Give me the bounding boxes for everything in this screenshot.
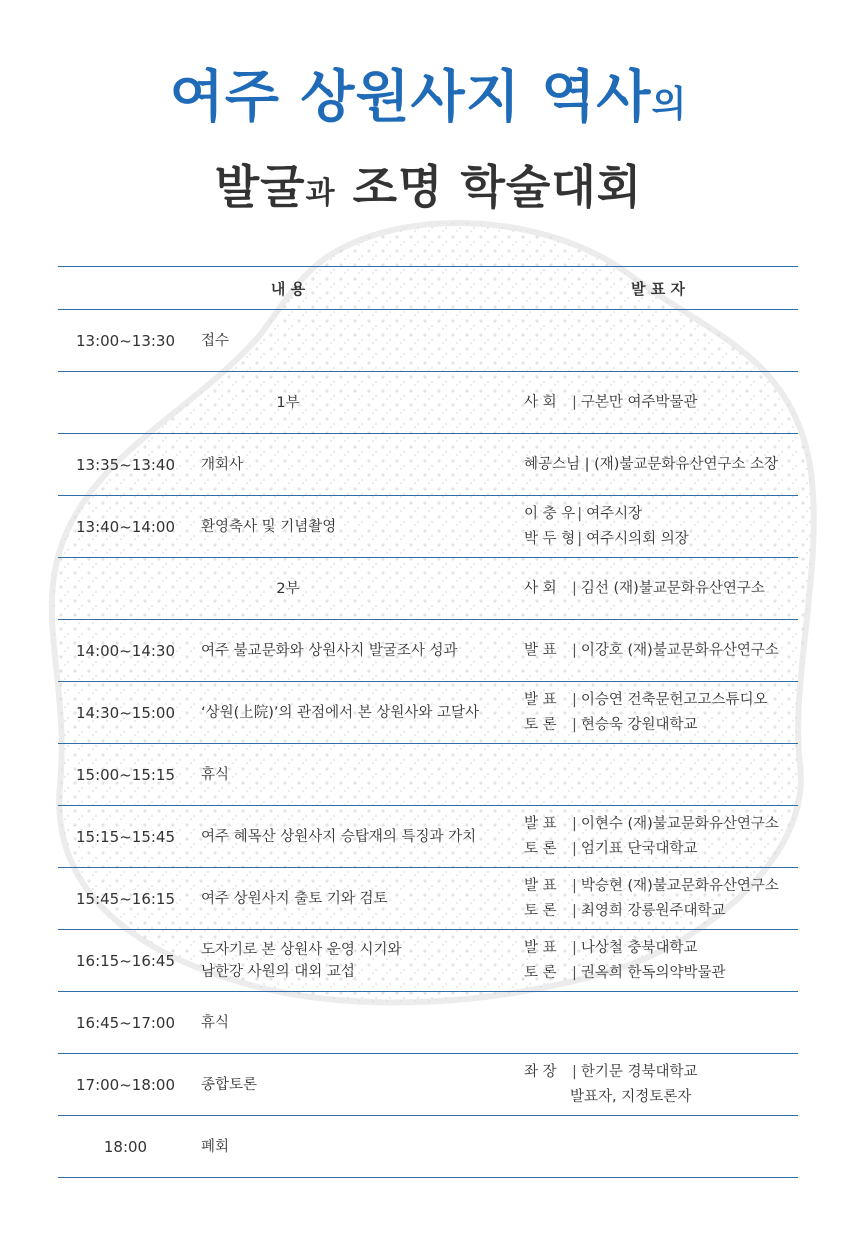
presenter-name: 현승욱 강원대학교	[580, 716, 698, 733]
presenter-name: 권옥희 한독의약박물관	[580, 964, 726, 981]
row-content: 휴식	[201, 766, 230, 783]
section-label: 1부	[276, 394, 300, 411]
presenter-line: 박 두 형 | 여주시의회 의장	[524, 530, 689, 547]
row-time: 16:45~17:00	[75, 1013, 176, 1032]
presenter-line: 발표자, 지정토론자	[570, 1088, 692, 1105]
table-row	[58, 1116, 798, 1178]
row-presenters	[524, 936, 726, 986]
table-row	[58, 372, 798, 434]
presenter-line: 사 회 | 구본만 여주박물관	[524, 390, 698, 415]
table-row	[58, 1054, 798, 1116]
section-label: 2부	[276, 580, 300, 597]
presenter-name: 이승연 건축문헌고고스튜디오	[580, 691, 768, 708]
presenter-line: 좌 장 | 한기문 경북대학교	[524, 1060, 698, 1085]
row-content: 폐회	[201, 1138, 230, 1155]
row-presenters	[524, 1060, 698, 1110]
presenter-name: 최영희 강릉원주대학교	[580, 902, 726, 919]
presenter-line: 사 회 | 김선 (재)불교문화유산연구소	[524, 576, 765, 601]
row-content: 개회사	[201, 456, 244, 473]
presenter-name: 나상철 충북대학교	[580, 939, 698, 956]
row-content	[201, 939, 402, 983]
presenter-role: 발 표	[524, 939, 557, 956]
table-row	[58, 992, 798, 1054]
row-content: 여주 불교문화와 상원사지 발굴조사 성과	[201, 642, 458, 659]
row-time: 13:40~14:00	[75, 517, 176, 536]
title-line-2	[0, 155, 857, 226]
title-line-2-particle: 과	[305, 176, 336, 211]
presenter-name: 이현수 (재)불교문화유산연구소	[580, 815, 779, 832]
row-presenters	[524, 874, 779, 924]
presenter-role: 토 론	[524, 840, 557, 857]
presenter-role: 사 회	[524, 580, 557, 596]
presenter-role: 발 표	[524, 815, 557, 832]
presenter-line: 토 론 | 현승욱 강원대학교	[524, 713, 768, 738]
table-row	[58, 930, 798, 992]
row-presenters	[524, 812, 779, 862]
row-time: 16:15~16:45	[75, 951, 176, 970]
presenter-role: 좌 장	[524, 1063, 557, 1080]
title-line-1-main: 여주 상원사지 역사	[169, 65, 652, 130]
row-time: 15:15~15:45	[75, 827, 176, 846]
row-presenters	[524, 688, 768, 738]
row-presenters	[524, 576, 765, 601]
presenter-role: 토 론	[524, 902, 557, 919]
table-row	[58, 682, 798, 744]
presenter-role: 이 충 우	[524, 505, 576, 522]
row-content: 여주 혜목산 상원사지 승탑재의 특징과 가치	[201, 828, 477, 845]
presenter-role: 박 두 형	[524, 530, 576, 547]
presenter-name: 구본만 여주박물관	[580, 394, 698, 410]
row-content: 휴식	[201, 1014, 230, 1031]
row-content: 환영축사 및 기념촬영	[201, 518, 337, 535]
presenter-line: 혜공스님 | (재)불교문화유산연구소 소장	[524, 456, 779, 472]
row-presenters	[524, 638, 779, 663]
title-line-1	[0, 62, 857, 141]
row-content: 종합토론	[201, 1076, 258, 1093]
row-presenters	[524, 452, 778, 477]
row-time: 14:00~14:30	[75, 641, 176, 660]
presenter-role: 토 론	[524, 716, 557, 733]
presenter-role: 발 표	[524, 877, 557, 894]
presenter-line: 발 표 | 나상철 충북대학교	[524, 936, 726, 961]
row-content-line-1: 도자기로 본 상원사 운영 시기와	[201, 941, 402, 958]
row-time: 18:00	[103, 1137, 148, 1156]
table-row	[58, 434, 798, 496]
header-content: 내 용	[270, 280, 306, 298]
presenter-role: 발 표	[524, 642, 557, 658]
presenter-name: 엄기표 단국대학교	[580, 840, 698, 857]
presenter-name: 이강호 (재)불교문화유산연구소	[580, 642, 779, 658]
title-line-1-particle: 의	[651, 84, 688, 125]
schedule-table	[58, 266, 798, 1178]
row-time: 17:00~18:00	[75, 1075, 176, 1094]
row-time: 15:00~15:15	[75, 765, 176, 784]
presenter-line: 발 표 | 박승현 (재)불교문화유산연구소	[524, 874, 779, 899]
table-header	[58, 266, 798, 310]
presenter-line: 토 론 | 엄기표 단국대학교	[524, 837, 779, 862]
presenter-line: 발 표 | 이승연 건축문헌고고스튜디오	[524, 688, 768, 713]
presenter-line: 이 충 우 | 여주시장	[524, 505, 643, 522]
presenter-line: 발 표 | 이현수 (재)불교문화유산연구소	[524, 812, 779, 837]
row-time: 13:00~13:30	[75, 331, 176, 350]
row-content: ‘상원(上院)’의 관점에서 본 상원사와 고달사	[201, 704, 480, 721]
table-row	[58, 496, 798, 558]
title-line-2-a: 발굴	[214, 160, 306, 214]
row-time: 15:45~16:15	[75, 889, 176, 908]
presenter-name: 박승현 (재)불교문화유산연구소	[580, 877, 779, 894]
row-time: 13:35~13:40	[75, 455, 176, 474]
header-presenter: 발 표 자	[631, 280, 685, 298]
table-row	[58, 744, 798, 806]
presenter-role: 토 론	[524, 964, 557, 981]
presenter-name: 여주시의회 의장	[586, 530, 689, 547]
presenter-role: 발 표	[524, 691, 557, 708]
presenter-line: 발 표 | 이강호 (재)불교문화유산연구소	[524, 638, 779, 663]
table-row	[58, 620, 798, 682]
presenter-name: 한기문 경북대학교	[580, 1063, 698, 1080]
row-content-line-2: 남한강 사원의 대외 교섭	[201, 963, 355, 980]
table-row	[58, 310, 798, 372]
presenter-line: 토 론 | 최영희 강릉원주대학교	[524, 899, 779, 924]
row-time: 14:30~15:00	[75, 703, 176, 722]
table-row	[58, 558, 798, 620]
presenter-role: 사 회	[524, 394, 557, 410]
presenter-name: 김선 (재)불교문화유산연구소	[580, 580, 765, 596]
table-row	[58, 806, 798, 868]
presenter-line: 토 론 | 권옥희 한독의약박물관	[524, 961, 726, 986]
title-line-2-b: 조명 학술대회	[335, 160, 643, 214]
table-row	[58, 868, 798, 930]
row-content: 여주 상원사지 출토 기와 검토	[201, 890, 388, 907]
row-presenters	[524, 502, 689, 552]
row-presenters	[524, 390, 698, 415]
row-content: 접수	[201, 332, 230, 349]
presenter-name: 여주시장	[586, 505, 643, 522]
